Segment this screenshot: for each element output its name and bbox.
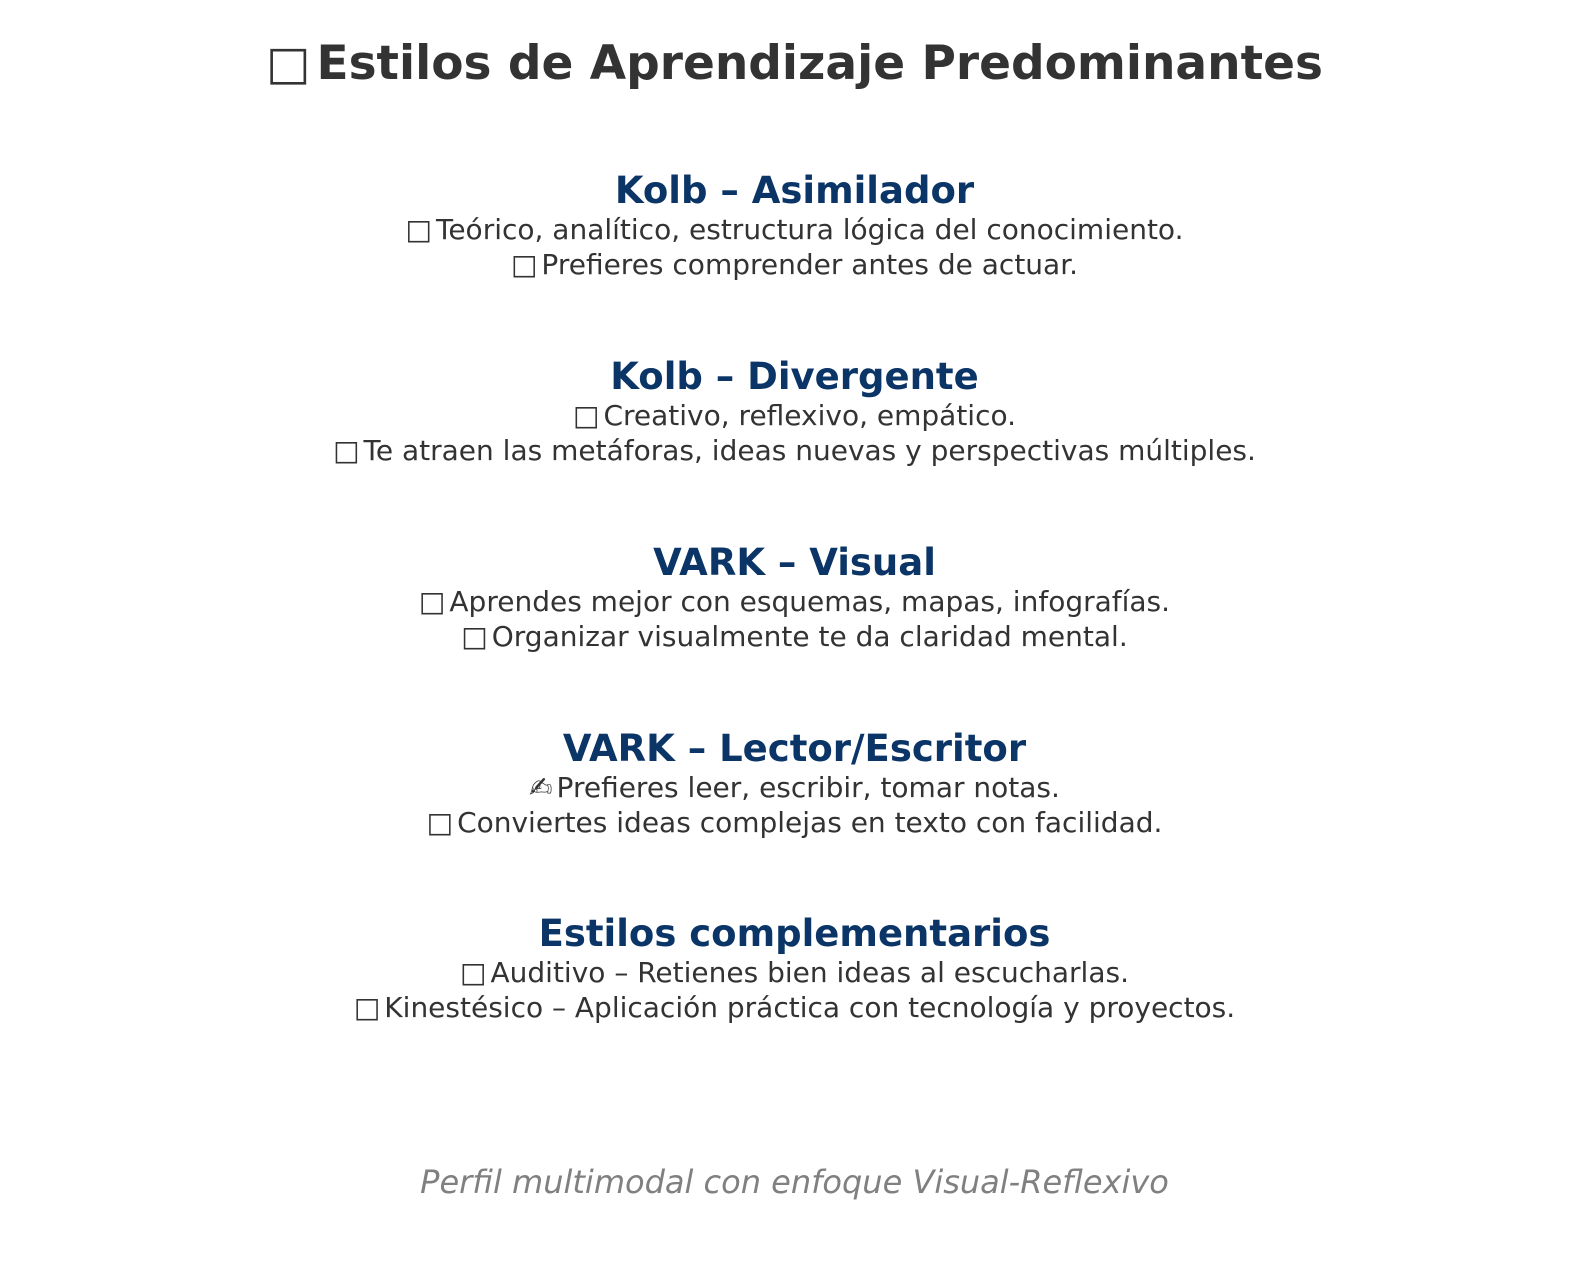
section-line-text: Prefieres leer, escribir, tomar notas. [556,771,1060,804]
section-heading: Kolb – Divergente [610,355,979,398]
section-line [0,584,1589,619]
section-line-text: Auditivo – Retienes bien ideas al escucharlas. [490,956,1129,989]
section-line-text: Prefieres comprender antes de actuar. [541,248,1079,281]
missing-glyph-icon: □ [460,956,487,989]
footer-caption: Perfil multimodal con enfoque Visual-Reflexivo [420,1163,1169,1201]
section-line-text: Conviertes ideas complejas en texto con facilidad. [457,806,1163,839]
section-estilos-complementarios [0,913,1589,1025]
section-kolb-divergente [0,356,1589,468]
section-line [0,805,1589,840]
page-title [0,32,1589,96]
missing-glyph-icon: □ [353,991,381,1024]
section-heading: Kolb – Asimilador [614,169,975,212]
section-heading: VARK – Visual [653,541,936,584]
missing-glyph-icon: □ [510,248,538,281]
section-line [0,955,1589,990]
missing-glyph-icon: □ [461,620,488,653]
section-line [0,433,1589,468]
missing-glyph-icon: □ [418,585,446,618]
section-line-text: Aprendes mejor con esquemas, mapas, infografías. [449,585,1171,618]
section-line-text: Teórico, analítico, estructura lógica del conocimiento. [435,213,1184,246]
page-title-text: Estilos de Aprendizaje Predominantes [316,36,1323,91]
missing-glyph-icon: □ [426,806,454,839]
section-line-text: Te atraen las metáforas, ideas nuevas y perspectivas múltiples. [363,434,1256,467]
section-line-text: Kinestésico – Aplicación práctica con tecnología y proyectos. [384,991,1236,1024]
section-line [0,212,1589,247]
section-line-text: Organizar visualmente te da claridad mental. [491,620,1128,653]
writing-hand-icon: ✍ [529,771,553,804]
section-heading: Estilos complementarios [538,912,1051,955]
missing-glyph-icon: □ [333,434,360,467]
section-vark-visual [0,542,1589,654]
section-line [0,990,1589,1025]
missing-glyph-icon: □ [405,213,432,246]
section-line [0,770,1589,805]
section-heading: VARK – Lector/Escritor [562,727,1027,770]
section-line [0,398,1589,433]
section-line [0,247,1589,282]
section-kolb-asimilador [0,170,1589,282]
missing-glyph-icon: □ [572,399,600,432]
missing-glyph-icon: □ [266,36,311,91]
section-line-text: Creativo, reflexivo, empático. [603,399,1017,432]
section-line [0,619,1589,654]
section-vark-lector-escritor [0,728,1589,840]
